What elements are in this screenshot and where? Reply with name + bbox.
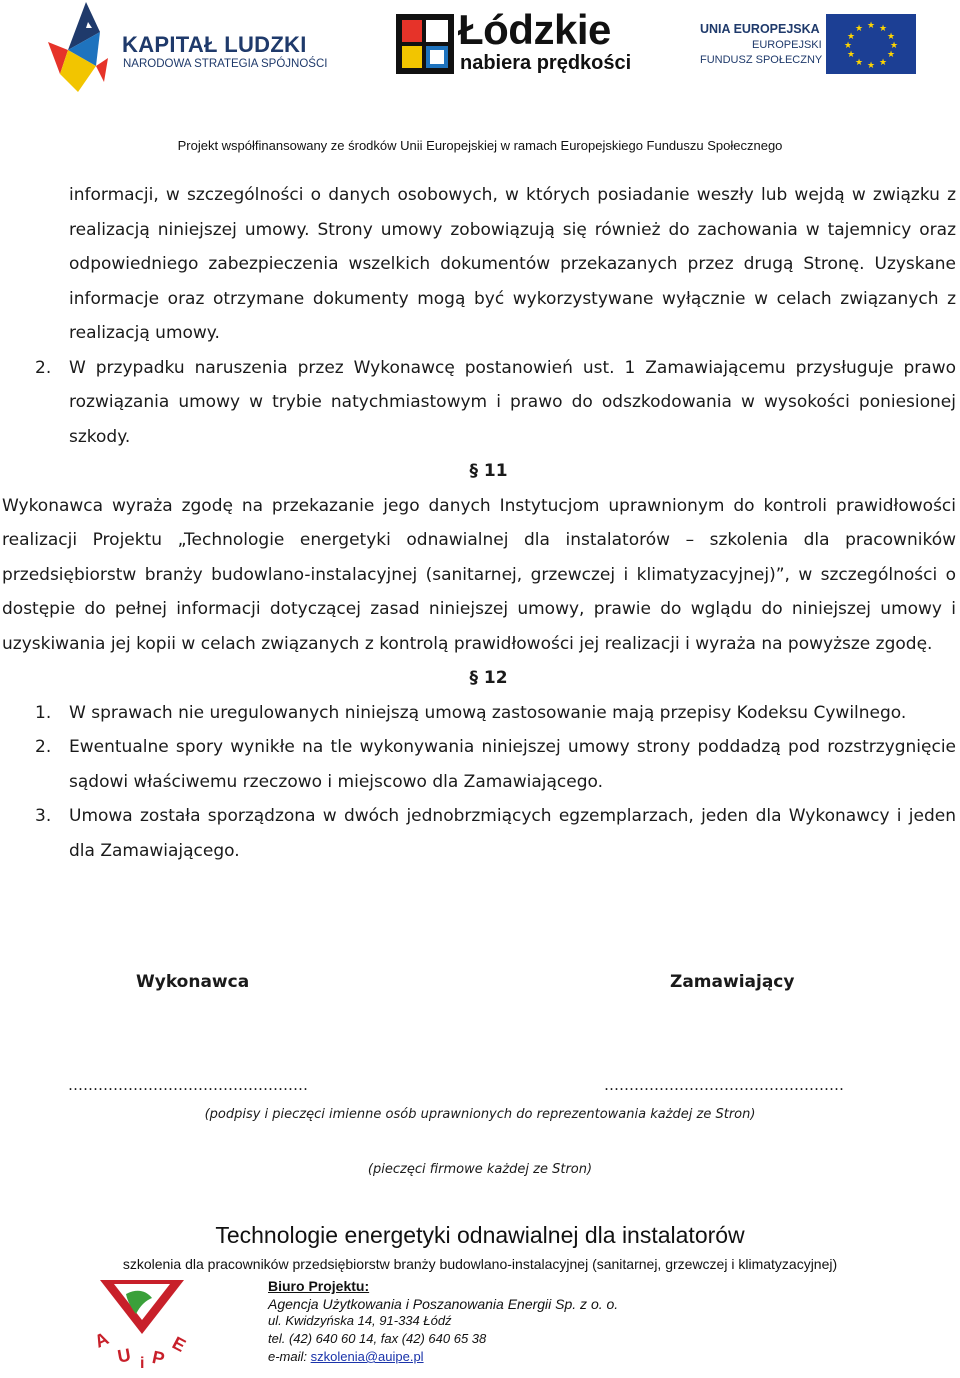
lodzkie-subtitle: nabiera prędkości bbox=[460, 52, 632, 74]
kapital-ludzki-star-icon bbox=[48, 2, 120, 94]
svg-text:U: U bbox=[115, 1344, 133, 1367]
eu-logo bbox=[700, 14, 920, 76]
svg-text:★: ★ bbox=[878, 58, 888, 68]
signature-caption: (podpisy i pieczęci imienne osób uprawnionych do reprezentowania każdej ze Stron) bbox=[204, 1107, 756, 1122]
section-heading-11: § 11 bbox=[469, 461, 508, 481]
office-label: Biuro Projektu: bbox=[268, 1278, 370, 1294]
auipe-logo bbox=[92, 1272, 192, 1372]
section-heading-12: § 12 bbox=[469, 668, 508, 688]
svg-text:P: P bbox=[150, 1347, 167, 1370]
svg-text:★: ★ bbox=[854, 58, 864, 68]
svg-text:i: i bbox=[140, 1355, 145, 1372]
list-item-number: 1. bbox=[35, 702, 52, 723]
svg-text:★: ★ bbox=[846, 50, 856, 60]
kapital-ludzki-logo bbox=[48, 2, 338, 94]
office-phone: tel. (42) 640 60 14, fax (42) 640 65 38 bbox=[268, 1331, 487, 1346]
svg-text:★: ★ bbox=[886, 50, 896, 60]
consent-paragraph: Wykonawca wyraża zgodę na przekazanie jego danych Instytucjom uprawnionym do kontroli prawidłowości realizacji Projektu „Technologie energetyki odnawialnej dla instalatorów – szkolenia dla pracowników przedsiębiorstw branży budowlano-instalacyjnej (sanitarnej, grzewczej i klimatyzacyjnej)”, w szczególności o dostępie do pełnej informacji dotyczącej zasad niniejszej umowy, prawie do wglądu do niniejszej umowy i uzyskiwania jej kopii w celach związanych z kontrolą prawidłowości jej realizacji i wyraża na powyższe zgodę. bbox=[2, 495, 956, 654]
svg-text:★: ★ bbox=[854, 24, 864, 34]
client-signature-line: ………………………………………… bbox=[604, 1076, 844, 1094]
kapital-ludzki-title: KAPITAŁ LUDZKI bbox=[122, 32, 307, 57]
email-label: e-mail: bbox=[268, 1349, 311, 1364]
svg-text:★: ★ bbox=[846, 32, 856, 42]
office-address: ul. Kwidzyńska 14, 91-334 Łódź bbox=[268, 1313, 452, 1328]
svg-text:★: ★ bbox=[889, 41, 899, 51]
email-link[interactable]: szkolenia@auipe.pl bbox=[310, 1349, 424, 1364]
svg-text:★: ★ bbox=[878, 24, 888, 34]
list-item bbox=[35, 799, 956, 868]
cofinancing-note: Projekt współfinansowany ze środków Unii Europejskiej w ramach Europejskiego Funduszu Społecznego bbox=[177, 138, 783, 153]
contract-body bbox=[0, 178, 960, 868]
contractor-label: Wykonawca bbox=[136, 972, 250, 992]
eu-line-1: UNIA EUROPEJSKA bbox=[700, 22, 820, 36]
footer-project-title: Technologie energetyki odnawialnej dla instalatorów bbox=[215, 1222, 745, 1248]
kapital-ludzki-subtitle: NARODOWA STRATEGIA SPÓJNOŚCI bbox=[123, 58, 328, 70]
eu-line-2: EUROPEJSKI bbox=[752, 39, 822, 51]
office-name: Agencja Użytkowania i Poszanowania Energii Sp. z o. o. bbox=[268, 1296, 619, 1312]
lodzkie-squares-icon bbox=[396, 14, 454, 74]
project-office bbox=[268, 1278, 618, 1366]
footer-project-subtitle: szkolenia dla pracowników przedsiębiorstw branży budowlano-instalacyjnej (sanitarnej, grzewczej i klimatyzacyjnej) bbox=[122, 1256, 838, 1272]
svg-text:★: ★ bbox=[866, 61, 876, 71]
lodzkie-logo bbox=[396, 6, 646, 82]
header-logos bbox=[0, 0, 960, 100]
list-item-number: 3. bbox=[35, 806, 52, 826]
office-email bbox=[268, 1348, 618, 1366]
list-item-number: 2. bbox=[35, 357, 52, 378]
lodzkie-title: Łódzkie bbox=[458, 6, 611, 53]
svg-text:A: A bbox=[92, 1328, 112, 1352]
list-item-text: Ewentualne spory wynikłe na tle wykonywania niniejszej umowy strony poddadzą pod rozstrzygnięcie sądowi właściwemu rzeczowo i miejscowo dla Zamawiającego. bbox=[69, 737, 956, 792]
svg-text:E: E bbox=[168, 1332, 189, 1356]
confidentiality-paragraph: informacji, w szczególności o danych osobowych, w których posiadanie weszły lub wejdą w związku z realizacją niniejszej umowy. Strony umowy zobowiązują się również do zachowania w tajemnicy oraz odpowiedniego zabezpieczenia wszelkich dokumentów przekazanych przez drugą Stronę. Uzyskane informacje oraz otrzymane dokumenty mogą być wykorzystywane wyłącznie w celach związanych z realizacją umowy. bbox=[69, 185, 956, 343]
svg-text:★: ★ bbox=[843, 41, 853, 51]
eu-line-3: FUNDUSZ SPOŁECZNY bbox=[700, 54, 823, 66]
list-item-text: W sprawach nie uregulowanych niniejszą umową zastosowanie mają przepisy Kodeksu Cywilnego. bbox=[69, 702, 907, 723]
stamp-caption: (pieczęci firmowe każdej ze Stron) bbox=[367, 1162, 593, 1177]
list-item-text: W przypadku naruszenia przez Wykonawcę postanowień ust. 1 Zamawiającemu przysługuje prawo rozwiązania umowy w trybie natychmiastowym i prawo do odszkodowania w wysokości poniesionej szkody. bbox=[69, 357, 956, 447]
list-item bbox=[35, 696, 956, 731]
contractor-signature-line: ………………………………………… bbox=[68, 1076, 308, 1094]
auipe-emblem-icon bbox=[92, 1272, 192, 1372]
list-item bbox=[35, 351, 956, 455]
list-item bbox=[35, 730, 956, 799]
svg-text:★: ★ bbox=[886, 32, 896, 42]
client-label: Zamawiający bbox=[670, 972, 795, 992]
svg-text:★: ★ bbox=[866, 21, 876, 31]
list-item-text: Umowa została sporządzona w dwóch jednobrzmiących egzemplarzach, jeden dla Wykonawcy i jeden dla Zamawiającego. bbox=[69, 806, 956, 861]
list-item-number: 2. bbox=[35, 737, 52, 757]
eu-flag-icon bbox=[826, 14, 916, 74]
